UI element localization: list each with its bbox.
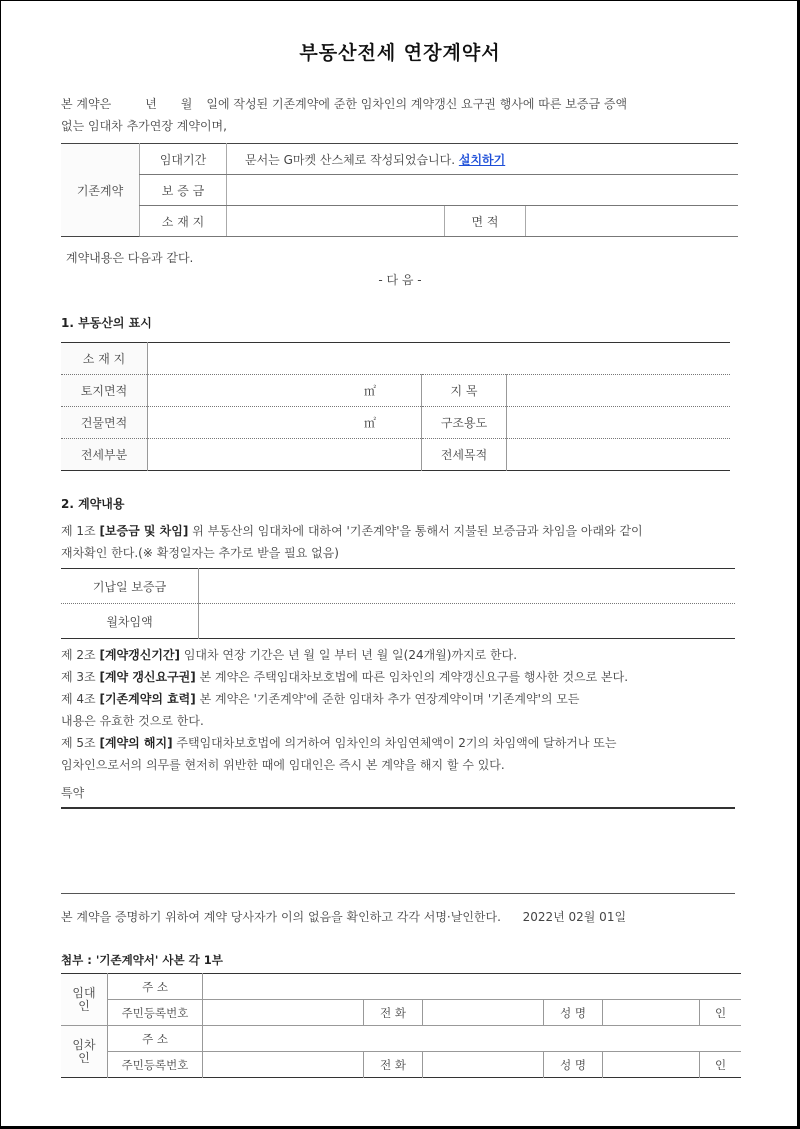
lessee-id-value[interactable]	[203, 1052, 364, 1078]
art1-text2: 재차확인 한다.(※ 확정일자는 추가로 받을 필요 없음)	[61, 546, 339, 560]
lessor-seal[interactable]: 인	[700, 1000, 742, 1026]
intro-year: 년	[145, 97, 157, 111]
lessee-phone-label: 전 화	[364, 1052, 423, 1078]
prop-location-label: 소 재 지	[61, 343, 148, 375]
location-label: 소 재 지	[140, 206, 227, 237]
existing-contract-label: 기존계약	[61, 144, 140, 237]
lessor-label: 임대인	[61, 974, 108, 1026]
art3-text: 본 계약은 주택임대차보호법에 따른 임차인의 계약갱신요구를 행사한 것으로 본다.	[199, 670, 629, 684]
prepaid-deposit-label: 기납일 보증금	[61, 569, 199, 604]
art4-text1: 본 계약은 '기존계약'에 준한 임대차 추가 연장계약이며 '기존계약'의 모든	[199, 692, 580, 706]
land-category-label: 지 목	[422, 375, 507, 407]
land-unit: ㎡	[363, 384, 376, 398]
lessee-phone-value[interactable]	[423, 1052, 544, 1078]
location-value[interactable]	[227, 206, 445, 237]
lessee-name-label: 성 명	[544, 1052, 603, 1078]
period-value	[227, 144, 739, 175]
art1-text1: 위 부동산의 임대차에 대하여 '기존계약'을 통해서 지불된 보증금과 차임을 아래와 같이	[192, 524, 643, 538]
art4-text2: 내용은 유효한 것으로 한다.	[61, 714, 204, 728]
art5-text1: 주택임대차보호법에 의거하여 임차인의 차임연체액이 2기의 차임액에 달하거나 또는	[176, 736, 617, 750]
structure-value[interactable]	[507, 407, 731, 439]
intro-text-2: 일에 작성된 기존계약에 준한 임차인의 계약갱신 요구권 행사에 따른 보증금 증액	[206, 97, 628, 111]
lease-purpose-value[interactable]	[507, 439, 731, 471]
lessor-name-value[interactable]	[603, 1000, 700, 1026]
font-notice: 문서는 G마켓 산스체로 작성되었습니다.	[245, 152, 456, 167]
prop-location-value[interactable]	[148, 343, 731, 375]
closing-statement	[61, 906, 761, 928]
land-category-value[interactable]	[507, 375, 731, 407]
attachment-note: 첨부 : '기존계약서' 사본 각 1부	[61, 953, 223, 967]
monthly-rent-value[interactable]	[199, 604, 736, 639]
lessor-address-label: 주 소	[108, 974, 203, 1000]
section2-title: 2. 계약내용	[61, 497, 125, 511]
building-area-label: 건물면적	[61, 407, 148, 439]
lease-part-label: 전세부분	[61, 439, 148, 471]
art4-num: 제 4조	[61, 692, 96, 706]
building-area-value[interactable]	[148, 407, 422, 439]
intro-text-1: 본 계약은	[61, 97, 112, 111]
section1-title: 1. 부동산의 표시	[61, 316, 152, 330]
special-terms-bottom-line	[61, 893, 735, 894]
lessee-address-label: 주 소	[108, 1026, 203, 1052]
art3-title: [계약 갱신요구권]	[99, 670, 196, 684]
closing-text: 본 계약을 증명하기 위하여 계약 당사자가 이의 없음을 확인하고 각각 서명·날인한다.	[61, 910, 501, 924]
lessee-name-value[interactable]	[603, 1052, 700, 1078]
monthly-rent-label: 월차임액	[106, 614, 153, 629]
land-area-label: 토지면적	[61, 375, 148, 407]
intro-month: 월	[180, 97, 193, 111]
lessee-label: 임차인	[61, 1026, 108, 1078]
lessee-id-label: 주민등록번호	[108, 1052, 203, 1078]
special-terms-label: 특약	[61, 786, 85, 800]
art2-title: [계약갱신기간]	[99, 648, 180, 662]
art3-num: 제 3조	[61, 670, 96, 684]
da-eum: - 다 음 -	[378, 273, 422, 287]
art5-title: [계약의 해지]	[99, 736, 173, 750]
install-link[interactable]: 설치하기	[458, 152, 506, 167]
lessor-id-value[interactable]	[203, 1000, 364, 1026]
art1-title: [보증금 및 차임]	[99, 524, 189, 538]
page-title: 부동산전세 연장계약서	[299, 42, 501, 64]
intro-text-3: 없는 임대차 추가연장 계약이며,	[61, 119, 227, 133]
lease-purpose-label: 전세목적	[422, 439, 507, 471]
lease-part-value[interactable]	[148, 439, 422, 471]
intro-paragraph	[61, 93, 741, 137]
deposit-rent-table	[61, 568, 735, 639]
contract-date: 2022년 02월 01일	[522, 910, 627, 924]
art1-num: 제 1조	[61, 524, 96, 538]
lessor-id-label: 주민등록번호	[108, 1000, 203, 1026]
existing-contract-table	[61, 143, 738, 237]
special-terms-area[interactable]	[61, 810, 735, 892]
art5-num: 제 5조	[61, 736, 96, 750]
deposit-label: 보 증 금	[140, 175, 227, 206]
art2-text: 임대차 연장 기간은 년 월 일 부터 년 월 일(24개월)까지로 한다.	[183, 648, 518, 662]
lessor-name-label: 성 명	[544, 1000, 603, 1026]
period-label: 임대기간	[140, 144, 227, 175]
lessor-address-value[interactable]	[203, 974, 742, 1000]
area-value[interactable]	[526, 206, 739, 237]
property-table	[61, 342, 730, 471]
lessee-address-value[interactable]	[203, 1026, 742, 1052]
special-terms-top-line	[61, 807, 735, 809]
article-1	[61, 520, 741, 564]
deposit-value[interactable]	[227, 175, 739, 206]
lessee-seal[interactable]: 인	[700, 1052, 742, 1078]
art2-num: 제 2조	[61, 648, 96, 662]
prepaid-deposit-value[interactable]	[199, 569, 736, 604]
land-area-value[interactable]	[148, 375, 422, 407]
structure-label: 구조용도	[422, 407, 507, 439]
building-unit: ㎡	[363, 416, 376, 430]
lessor-phone-label: 전 화	[364, 1000, 423, 1026]
parties-table	[61, 973, 741, 1078]
contents-intro: 계약내용은 다음과 같다.	[66, 251, 194, 265]
art5-text2: 임차인으로서의 의무를 현저히 위반한 때에 임대인은 즉시 본 계약을 해지 할 수 있다.	[61, 758, 505, 772]
area-label: 면 적	[445, 206, 526, 237]
articles-2-5	[61, 644, 741, 776]
lessor-phone-value[interactable]	[423, 1000, 544, 1026]
art4-title: [기존계약의 효력]	[99, 692, 196, 706]
